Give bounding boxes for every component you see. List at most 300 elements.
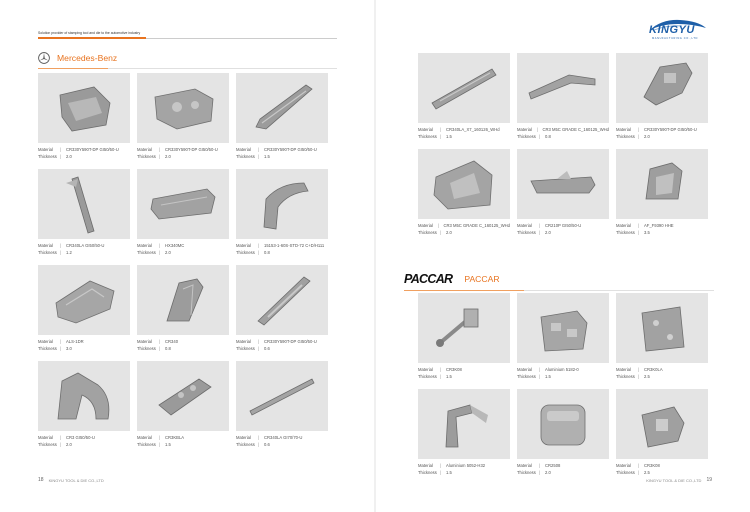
mercedes-part-card bbox=[38, 361, 130, 448]
part-photo bbox=[418, 293, 510, 363]
thickness-label: Thickness bbox=[236, 154, 255, 159]
part-photo bbox=[137, 265, 229, 335]
part-spec bbox=[38, 242, 130, 256]
part-photo bbox=[517, 149, 609, 219]
material-row bbox=[236, 146, 328, 153]
material-row bbox=[236, 338, 328, 345]
material-label: Material bbox=[137, 243, 152, 248]
separator: | bbox=[440, 134, 442, 139]
separator: | bbox=[159, 154, 161, 159]
part-photo bbox=[517, 53, 609, 123]
separator: | bbox=[539, 463, 541, 468]
material-row bbox=[236, 434, 328, 441]
material-row bbox=[38, 242, 130, 249]
thickness-value: 2.0 bbox=[644, 134, 650, 139]
separator: | bbox=[539, 374, 541, 379]
part-spec bbox=[38, 434, 130, 448]
material-label: Material bbox=[517, 223, 532, 228]
stamped-part-icon bbox=[236, 169, 328, 239]
thickness-value: 1.5 bbox=[446, 470, 452, 475]
separator: | bbox=[159, 339, 161, 344]
thickness-row bbox=[137, 441, 229, 448]
stamped-part-icon bbox=[38, 265, 130, 335]
material-row bbox=[236, 242, 328, 249]
separator: | bbox=[258, 339, 260, 344]
thickness-row bbox=[517, 133, 609, 140]
material-row bbox=[38, 434, 130, 441]
separator: | bbox=[258, 442, 260, 447]
material-value: CR3 GI50/50-U bbox=[66, 435, 95, 440]
part-spec bbox=[38, 338, 130, 352]
separator: | bbox=[60, 435, 62, 440]
mercedes-part-card bbox=[137, 169, 229, 256]
part-photo bbox=[137, 73, 229, 143]
thickness-value: 2.5 bbox=[644, 374, 650, 379]
part-photo bbox=[517, 293, 609, 363]
thickness-value: 2.0 bbox=[66, 442, 72, 447]
separator: | bbox=[539, 223, 541, 228]
stamped-part-icon bbox=[616, 53, 708, 123]
thickness-label: Thickness bbox=[616, 134, 635, 139]
material-value: CR330Y590T-DP GI50/50-U bbox=[165, 147, 218, 152]
material-value: CR3K08 bbox=[446, 367, 462, 372]
separator: | bbox=[60, 250, 62, 255]
separator: | bbox=[638, 134, 640, 139]
thickness-value: 2.0 bbox=[165, 250, 171, 255]
thickness-label: Thickness bbox=[517, 374, 536, 379]
mercedes-part-card bbox=[517, 149, 609, 236]
separator: | bbox=[638, 374, 640, 379]
material-label: Material bbox=[418, 367, 433, 372]
mercedes-part-card bbox=[236, 361, 328, 448]
separator: | bbox=[258, 147, 260, 152]
paccar-part-card bbox=[616, 389, 708, 476]
separator: | bbox=[440, 374, 442, 379]
thickness-row bbox=[137, 249, 229, 256]
paccar-section-header bbox=[404, 273, 500, 285]
part-spec bbox=[517, 222, 609, 236]
stamped-part-icon bbox=[517, 389, 609, 459]
part-spec bbox=[616, 462, 708, 476]
material-label: Material bbox=[38, 147, 53, 152]
thickness-row bbox=[418, 229, 510, 236]
separator: | bbox=[539, 470, 541, 475]
thickness-value: 0.8 bbox=[165, 346, 171, 351]
thickness-value: 0.8 bbox=[545, 134, 551, 139]
stamped-part-icon bbox=[616, 293, 708, 363]
paccar-part-card bbox=[418, 293, 510, 380]
thickness-label: Thickness bbox=[616, 230, 635, 235]
material-row bbox=[517, 126, 609, 133]
material-value: 15153-1-60S-STD-72 C+D/H111 bbox=[264, 243, 325, 248]
separator: | bbox=[60, 154, 62, 159]
mercedes-part-card bbox=[38, 169, 130, 256]
material-row bbox=[418, 222, 510, 229]
separator: | bbox=[159, 442, 161, 447]
thickness-label: Thickness bbox=[236, 346, 255, 351]
material-value: CR3K08 bbox=[644, 463, 660, 468]
thickness-row bbox=[616, 469, 708, 476]
part-spec bbox=[236, 338, 328, 352]
thickness-label: Thickness bbox=[38, 250, 57, 255]
material-value: CR3 M5C GRADE C_160125_WHd bbox=[443, 223, 510, 228]
page-number-right: 19 bbox=[706, 477, 712, 483]
material-value: CR210P GI50/50-U bbox=[545, 223, 582, 228]
part-photo bbox=[616, 389, 708, 459]
paccar-rule-accent bbox=[404, 290, 524, 291]
mercedes-part-card bbox=[236, 73, 328, 160]
separator: | bbox=[440, 470, 442, 475]
material-label: Material bbox=[236, 435, 251, 440]
mercedes-part-card bbox=[137, 265, 229, 352]
thickness-row bbox=[616, 133, 708, 140]
material-value: CR330Y590T-DP GI50/50-U bbox=[264, 147, 317, 152]
part-photo bbox=[236, 361, 328, 431]
thickness-value: 1.5 bbox=[264, 154, 270, 159]
mercedes-title: Mercedes-Benz bbox=[57, 53, 118, 63]
thickness-label: Thickness bbox=[38, 346, 57, 351]
stamped-part-icon bbox=[616, 149, 708, 219]
paccar-part-card bbox=[517, 389, 609, 476]
part-photo bbox=[236, 73, 328, 143]
thickness-value: 1.2 bbox=[66, 250, 72, 255]
thickness-value: 0.6 bbox=[264, 442, 270, 447]
thickness-row bbox=[418, 373, 510, 380]
separator: | bbox=[258, 346, 260, 351]
separator: | bbox=[258, 243, 260, 248]
thickness-row bbox=[418, 133, 510, 140]
kingyu-subtitle: MANUFACTURING CO.,LTD bbox=[652, 37, 698, 40]
material-value: CR340LA GI70/70-U bbox=[264, 435, 303, 440]
stamped-part-icon bbox=[616, 389, 708, 459]
material-value: CR330Y590T-DP GI50/50-U bbox=[66, 147, 119, 152]
separator: | bbox=[159, 147, 161, 152]
thickness-label: Thickness bbox=[137, 250, 156, 255]
mercedes-part-card bbox=[236, 265, 328, 352]
part-spec bbox=[137, 338, 229, 352]
thickness-row bbox=[38, 345, 130, 352]
thickness-label: Thickness bbox=[517, 230, 536, 235]
thickness-label: Thickness bbox=[616, 470, 635, 475]
part-spec bbox=[418, 462, 510, 476]
part-photo bbox=[38, 361, 130, 431]
thickness-label: Thickness bbox=[38, 442, 57, 447]
stamped-part-icon bbox=[137, 73, 229, 143]
separator: | bbox=[60, 442, 62, 447]
paccar-part-card bbox=[517, 293, 609, 380]
material-value: CR340LA_X7_160126_WHd bbox=[446, 127, 500, 132]
mercedes-part-card bbox=[137, 73, 229, 160]
stamped-part-icon bbox=[38, 73, 130, 143]
material-value: ALS-1DR bbox=[66, 339, 84, 344]
material-label: Material bbox=[517, 367, 532, 372]
material-row bbox=[517, 366, 609, 373]
stamped-part-icon bbox=[418, 53, 510, 123]
separator: | bbox=[638, 463, 640, 468]
thickness-value: 1.5 bbox=[545, 374, 551, 379]
mercedes-part-card bbox=[517, 53, 609, 140]
material-value: CR330Y590T-DP GI50/50-U bbox=[644, 127, 697, 132]
separator: | bbox=[60, 147, 62, 152]
material-value: CR3KBLA bbox=[165, 435, 185, 440]
material-label: Material bbox=[418, 223, 433, 228]
part-spec bbox=[616, 222, 708, 236]
thickness-row bbox=[236, 345, 328, 352]
thickness-label: Thickness bbox=[616, 374, 635, 379]
part-spec bbox=[236, 434, 328, 448]
thickness-row bbox=[137, 345, 229, 352]
separator: | bbox=[638, 230, 640, 235]
part-spec bbox=[236, 242, 328, 256]
stamped-part-icon bbox=[236, 265, 328, 335]
mercedes-rule-accent bbox=[38, 68, 108, 69]
mercedes-part-card bbox=[38, 73, 130, 160]
part-photo bbox=[418, 53, 510, 123]
page-number-left: 18 bbox=[38, 477, 44, 483]
material-row bbox=[38, 146, 130, 153]
material-row bbox=[517, 222, 609, 229]
thickness-label: Thickness bbox=[38, 154, 57, 159]
material-value: AF_F9390 HHE bbox=[644, 223, 674, 228]
mercedes-star-icon bbox=[38, 52, 50, 64]
material-label: Material bbox=[38, 339, 53, 344]
mercedes-part-card bbox=[236, 169, 328, 256]
material-label: Material bbox=[616, 367, 631, 372]
part-photo bbox=[38, 265, 130, 335]
mercedes-part-card bbox=[616, 149, 708, 236]
material-label: Material bbox=[137, 339, 152, 344]
stamped-part-icon bbox=[236, 73, 328, 143]
footer-left bbox=[38, 477, 104, 483]
separator: | bbox=[440, 463, 442, 468]
thickness-label: Thickness bbox=[517, 134, 536, 139]
stamped-part-icon bbox=[418, 389, 510, 459]
material-row bbox=[616, 462, 708, 469]
thickness-row bbox=[517, 229, 609, 236]
thickness-row bbox=[517, 373, 609, 380]
thickness-value: 2.0 bbox=[66, 154, 72, 159]
header-rule-accent bbox=[38, 37, 146, 39]
separator: | bbox=[60, 243, 62, 248]
material-label: Material bbox=[517, 463, 532, 468]
separator: | bbox=[159, 243, 161, 248]
stamped-part-icon bbox=[517, 53, 609, 123]
thickness-value: 2.0 bbox=[545, 470, 551, 475]
material-row bbox=[616, 222, 708, 229]
thickness-value: 1.5 bbox=[446, 134, 452, 139]
material-row bbox=[137, 242, 229, 249]
separator: | bbox=[440, 230, 442, 235]
paccar-parts-grid bbox=[418, 293, 708, 476]
separator: | bbox=[60, 339, 62, 344]
stamped-part-icon bbox=[418, 293, 510, 363]
part-photo bbox=[616, 149, 708, 219]
footer-company-left: KINGYU TOOL & DIE CO.,LTD bbox=[48, 477, 104, 483]
separator: | bbox=[539, 230, 541, 235]
separator: | bbox=[440, 367, 442, 372]
part-spec bbox=[418, 126, 510, 140]
material-row bbox=[137, 434, 229, 441]
part-photo bbox=[616, 53, 708, 123]
thickness-value: 1.5 bbox=[165, 442, 171, 447]
mercedes-section-header bbox=[38, 52, 117, 64]
separator: | bbox=[638, 127, 640, 132]
material-label: Material bbox=[137, 147, 152, 152]
thickness-value: 2.5 bbox=[644, 470, 650, 475]
separator: | bbox=[539, 367, 541, 372]
part-spec bbox=[517, 366, 609, 380]
part-photo bbox=[38, 169, 130, 239]
part-photo bbox=[137, 361, 229, 431]
thickness-label: Thickness bbox=[137, 154, 156, 159]
material-value: CR3 M5C GRADE C_160125_WHd bbox=[542, 127, 609, 132]
thickness-row bbox=[616, 373, 708, 380]
part-photo bbox=[236, 169, 328, 239]
paccar-title: PACCAR bbox=[464, 274, 500, 284]
separator: | bbox=[437, 223, 440, 228]
material-row bbox=[517, 462, 609, 469]
stamped-part-icon bbox=[38, 361, 130, 431]
thickness-label: Thickness bbox=[418, 230, 437, 235]
thickness-row bbox=[418, 469, 510, 476]
stamped-part-icon bbox=[517, 293, 609, 363]
mercedes-parts-grid-continued bbox=[418, 53, 708, 236]
stamped-part-icon bbox=[137, 169, 229, 239]
material-row bbox=[616, 366, 708, 373]
kingyu-wordmark: KINGYU bbox=[649, 24, 695, 36]
part-photo bbox=[418, 149, 510, 219]
part-spec bbox=[137, 242, 229, 256]
thickness-row bbox=[236, 441, 328, 448]
mercedes-part-card bbox=[418, 53, 510, 140]
material-row bbox=[418, 366, 510, 373]
material-value: CR2508 bbox=[545, 463, 561, 468]
separator: | bbox=[258, 154, 260, 159]
thickness-row bbox=[38, 249, 130, 256]
thickness-row bbox=[236, 153, 328, 160]
part-spec bbox=[137, 146, 229, 160]
mercedes-part-card bbox=[616, 53, 708, 140]
stamped-part-icon bbox=[236, 361, 328, 431]
part-photo bbox=[137, 169, 229, 239]
thickness-row bbox=[137, 153, 229, 160]
thickness-label: Thickness bbox=[236, 250, 255, 255]
material-value: CR3K0LA bbox=[644, 367, 663, 372]
separator: | bbox=[159, 346, 161, 351]
part-photo bbox=[616, 293, 708, 363]
material-row bbox=[137, 146, 229, 153]
separator: | bbox=[638, 367, 640, 372]
material-label: Material bbox=[236, 147, 251, 152]
paccar-part-card bbox=[616, 293, 708, 380]
material-label: Material bbox=[616, 223, 631, 228]
part-spec bbox=[418, 366, 510, 380]
material-label: Material bbox=[236, 339, 251, 344]
thickness-label: Thickness bbox=[418, 470, 437, 475]
material-label: Material bbox=[236, 243, 251, 248]
thickness-value: 0.8 bbox=[264, 250, 270, 255]
part-spec bbox=[517, 126, 609, 140]
material-label: Material bbox=[137, 435, 152, 440]
stamped-part-icon bbox=[137, 361, 229, 431]
thickness-label: Thickness bbox=[418, 134, 437, 139]
material-row bbox=[418, 462, 510, 469]
part-spec bbox=[616, 126, 708, 140]
paccar-part-card bbox=[418, 389, 510, 476]
material-row bbox=[137, 338, 229, 345]
part-spec bbox=[137, 434, 229, 448]
separator: | bbox=[539, 134, 541, 139]
material-label: Material bbox=[616, 463, 631, 468]
thickness-row bbox=[38, 441, 130, 448]
mercedes-parts-grid bbox=[38, 73, 328, 448]
stamped-part-icon bbox=[137, 265, 229, 335]
thickness-value: 3.0 bbox=[66, 346, 72, 351]
material-row bbox=[418, 126, 510, 133]
material-label: Material bbox=[517, 127, 532, 132]
separator: | bbox=[440, 127, 442, 132]
part-photo bbox=[418, 389, 510, 459]
separator: | bbox=[60, 346, 62, 351]
thickness-value: 0.6 bbox=[264, 346, 270, 351]
separator: | bbox=[159, 250, 161, 255]
part-photo bbox=[38, 73, 130, 143]
mercedes-part-card bbox=[38, 265, 130, 352]
stamped-part-icon bbox=[418, 149, 510, 219]
mercedes-part-card bbox=[137, 361, 229, 448]
thickness-row bbox=[38, 153, 130, 160]
mercedes-part-card bbox=[418, 149, 510, 236]
thickness-value: 1.5 bbox=[446, 374, 452, 379]
separator: | bbox=[536, 127, 539, 132]
material-label: Material bbox=[38, 435, 53, 440]
thickness-row bbox=[236, 249, 328, 256]
thickness-value: 3.5 bbox=[644, 230, 650, 235]
thickness-label: Thickness bbox=[517, 470, 536, 475]
material-label: Material bbox=[38, 243, 53, 248]
separator: | bbox=[258, 250, 260, 255]
material-row bbox=[38, 338, 130, 345]
part-spec bbox=[517, 462, 609, 476]
material-label: Material bbox=[418, 463, 433, 468]
thickness-value: 2.0 bbox=[446, 230, 452, 235]
footer-company-right: KINGYU TOOL & DIE CO.,LTD bbox=[646, 477, 702, 483]
separator: | bbox=[638, 223, 640, 228]
material-row bbox=[616, 126, 708, 133]
thickness-label: Thickness bbox=[418, 374, 437, 379]
material-value: CR340LA GI50/50-U bbox=[66, 243, 105, 248]
stamped-part-icon bbox=[38, 169, 130, 239]
thickness-row bbox=[517, 469, 609, 476]
material-value: Aluminium 5182-0 bbox=[545, 367, 579, 372]
material-value: Aluminium 5052-H32 bbox=[446, 463, 486, 468]
thickness-value: 2.0 bbox=[545, 230, 551, 235]
material-value: CR340 bbox=[165, 339, 179, 344]
part-photo bbox=[517, 389, 609, 459]
part-spec bbox=[418, 222, 510, 236]
material-value: CR330Y590T-DP GI50/50-U bbox=[264, 339, 317, 344]
thickness-label: Thickness bbox=[137, 442, 156, 447]
thickness-label: Thickness bbox=[137, 346, 156, 351]
thickness-row bbox=[616, 229, 708, 236]
part-spec bbox=[616, 366, 708, 380]
thickness-label: Thickness bbox=[236, 442, 255, 447]
stamped-part-icon bbox=[517, 149, 609, 219]
footer-right bbox=[646, 477, 712, 483]
part-spec bbox=[236, 146, 328, 160]
paccar-logo: PACCAR bbox=[404, 272, 453, 286]
part-photo bbox=[236, 265, 328, 335]
